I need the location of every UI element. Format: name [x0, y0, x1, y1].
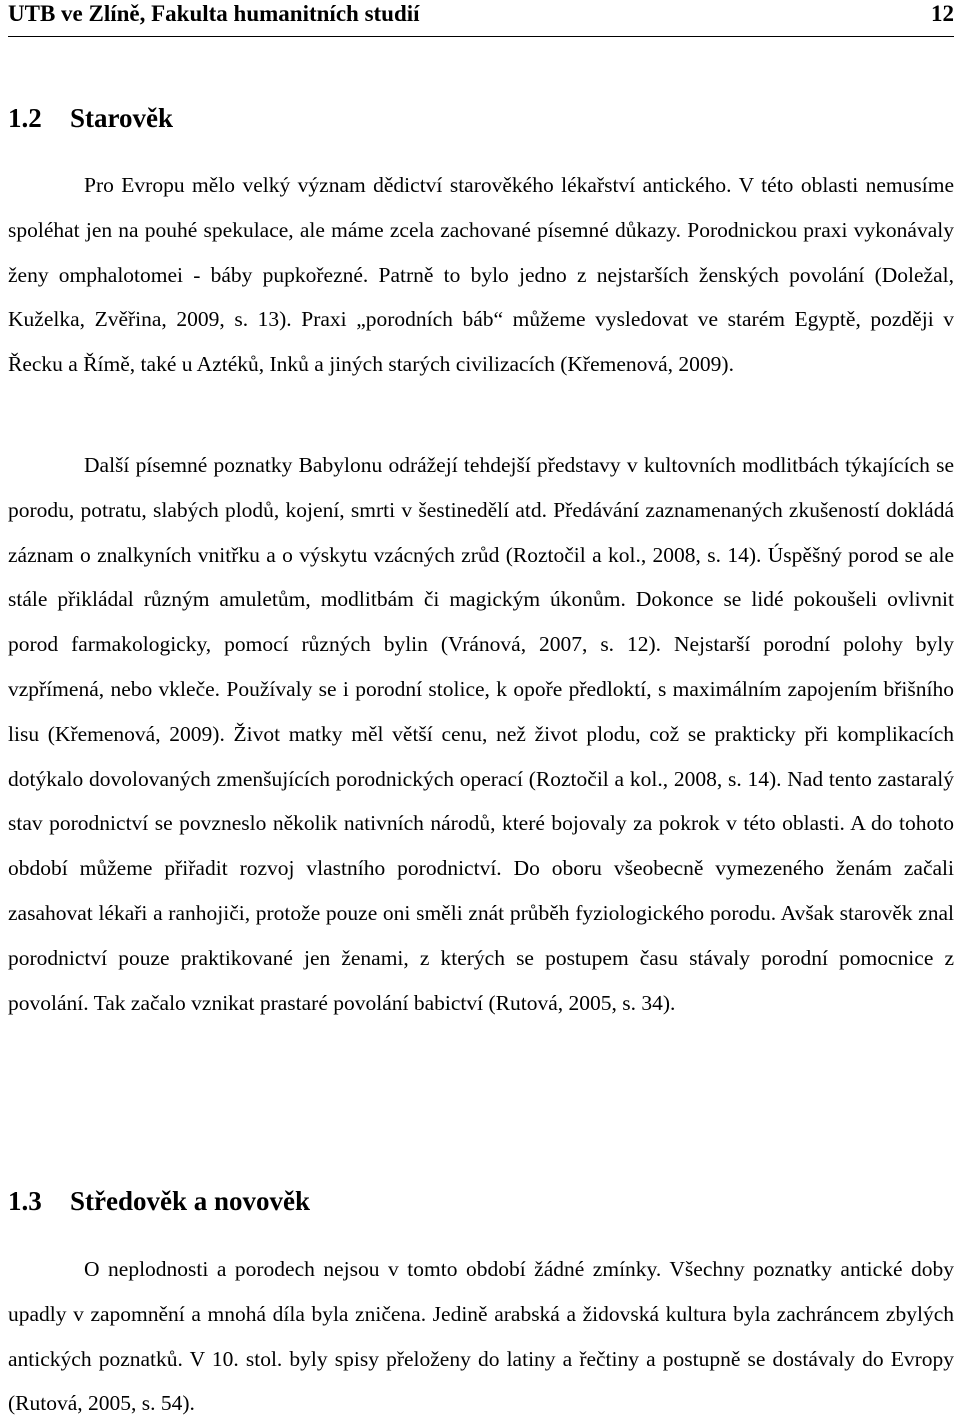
- header-title: UTB ve Zlíně, Fakulta humanitních studií: [8, 1, 420, 26]
- section-number: 1.2: [8, 103, 42, 133]
- paragraph: O neplodnosti a porodech nejsou v tomto období žádné zmínky. Všechny poznatky antické doby upadly v zapomnění a mnohá díla byla zničena. Jedině arabská a židovská kultura byla zachráncem zbylých antických poznatků. V 10. stol. byly spisy přeloženy do latiny a řečtiny a postupně se dostávaly do Evropy (Rutová, 2005, s. 54).: [8, 1257, 954, 1416]
- page-number: 12: [931, 1, 954, 26]
- paragraph: Další písemné poznatky Babylonu odrážejí tehdejší představy v kultovních modlitbách týkajících se porodu, potratu, slabých plodů, kojení, smrti v šestinedělí atd. Předávání zaznamenaných zkušeností dokládá záznam o znalkyních vnitřku a o výskytu vzácných zrůd (Roztočil a kol., 2008, s. 14). Úspěšný porod se ale stále přikládal různým amuletům, modlitbám či magickým úkonům. Dokonce se lidé pokoušeli ovlivnit porod farmakologicky, pomocí různých bylin (Vránová, 2007, s. 12). Nejstarší porodní polohy byly vzpřímená, nebo vkleče. Používaly se i porodní stolice, k opoře předloktí, s maximálním zapojením břišního lisu (Křemenová, 2009). Život matky měl větší cenu, než život plodu, což se prakticky při komplikacích dotýkalo dovolovaných zmenšujících porodnických operací (Roztočil a kol., 2008, s. 14). Nad tento zastaralý stav porodnictví se povzneslo několik nativních národů, které bojovaly za pokrok v této oblasti. A do tohoto období můžeme přiřadit rozvoj vlastního porodnictví. Do oboru všeobecně vymezeného ženám začali zasahovat lékaři a ranhojiči, protože pouze oni směli znát průběh fyziologického porodu. Avšak starověk znal porodnictví pouze praktikované jen ženami, z kterých se postupem času stávaly porodní pomocnice z povolání. Tak začalo vznikat prastaré povolání babictví (Rutová, 2005, s. 34).: [8, 453, 954, 1015]
- section-title: Středověk a novověk: [70, 1186, 311, 1216]
- paragraph: Pro Evropu mělo velký význam dědictví starověkého lékařství antického. V této oblasti nemusíme spoléhat jen na pouhé spekulace, ale máme zcela zachované písemné důkazy. Porodnickou praxi vykonávaly ženy omphalotomei - báby pupkořezné. Patrně to bylo jedno z nejstarších ženských povolání (Doležal, Kuželka, Zvěřina, 2009, s. 13). Praxi „porodních báb“ můžeme vysledovat ve starém Egyptě, později v Řecku a Římě, také u Aztéků, Inků a jiných starých civilizacích (Křemenová, 2009).: [8, 173, 954, 377]
- section-number: 1.3: [8, 1186, 42, 1216]
- section-heading-stredovek: [8, 1186, 310, 1217]
- section-heading-starovek: [8, 103, 173, 134]
- section-title: Starověk: [70, 103, 174, 133]
- running-header: [8, 0, 954, 37]
